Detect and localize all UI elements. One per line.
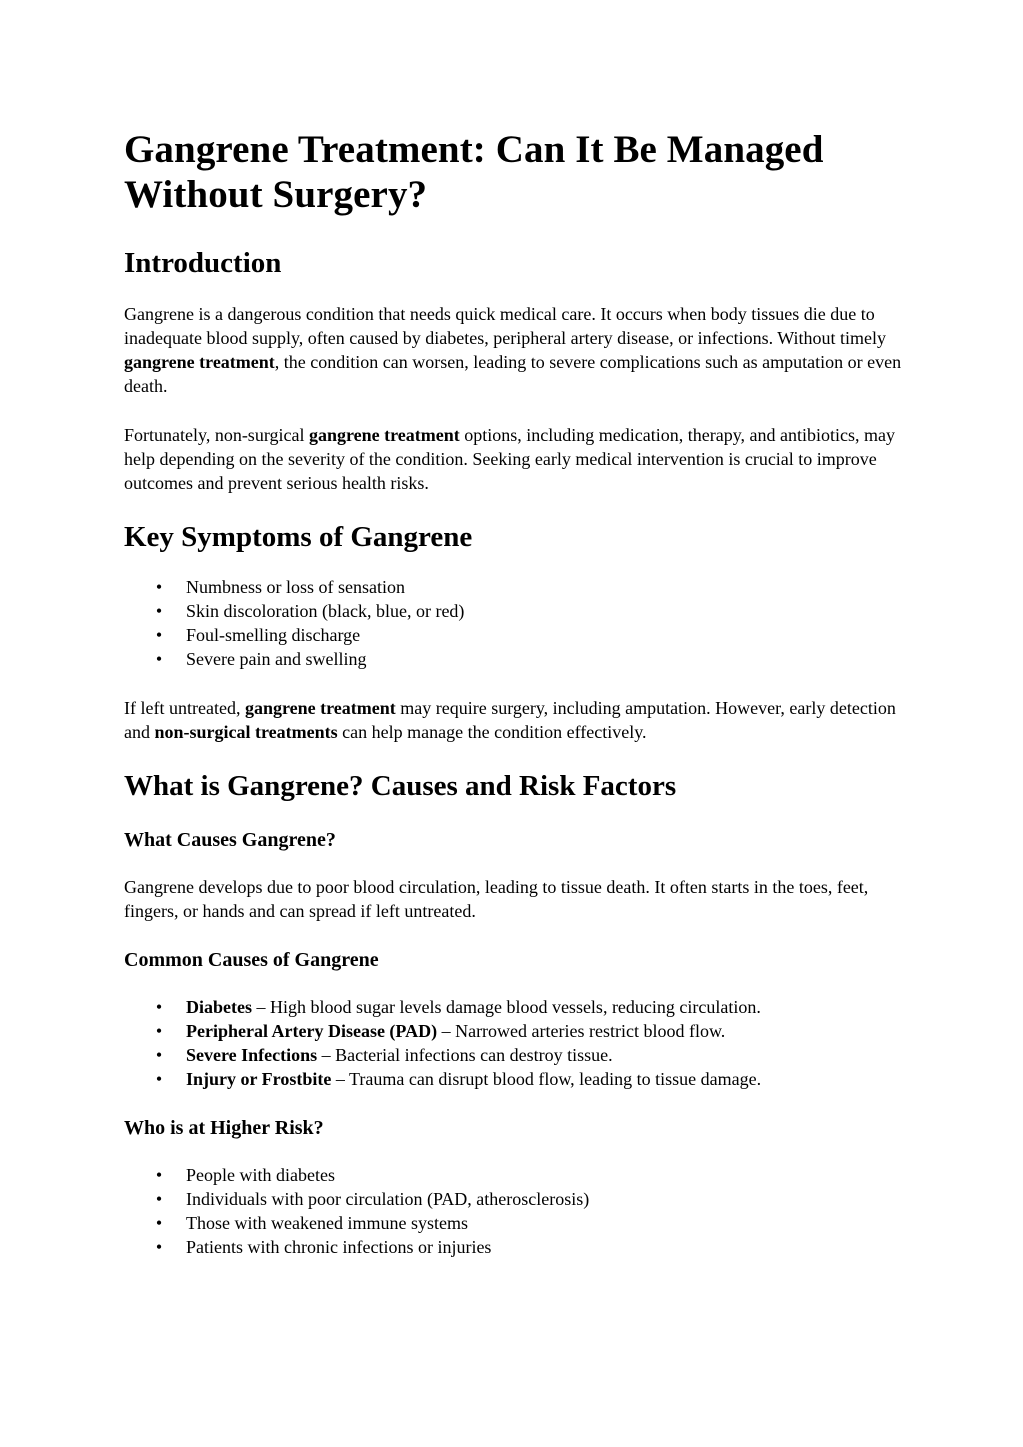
list-item — [124, 599, 904, 623]
what-causes-paragraph: Gangrene develops due to poor blood circulation, leading to tissue death. It often starts in the toes, feet, fingers, or hands and can spread if left untreated. — [124, 877, 869, 921]
cause-description: – Trauma can disrupt blood flow, leading to tissue damage. — [331, 1069, 762, 1089]
bullet-icon: • — [155, 577, 163, 597]
bold-keyword: gangrene treatment — [308, 425, 460, 445]
list-item-text: Patients with chronic infections or injuries — [186, 1237, 492, 1257]
bullet-icon: • — [155, 1045, 163, 1065]
heading-key-symptoms: Key Symptoms of Gangrene — [124, 521, 473, 553]
text-run: If left untreated, — [124, 698, 245, 718]
cause-term: Diabetes — [186, 997, 252, 1017]
cause-description: – Narrowed arteries restrict blood flow. — [437, 1021, 726, 1041]
cause-term: Severe Infections — [186, 1045, 318, 1065]
list-item-text: Severe pain and swelling — [186, 649, 367, 669]
text-run: can help manage the condition effectively. — [337, 722, 647, 742]
heading-introduction: Introduction — [124, 247, 282, 279]
list-item-text: Foul-smelling discharge — [186, 625, 361, 645]
list-item — [124, 1211, 904, 1235]
cause-term: Peripheral Artery Disease (PAD) — [186, 1021, 438, 1041]
bullet-icon: • — [155, 601, 163, 621]
list-item — [124, 995, 904, 1019]
bullet-icon: • — [155, 1213, 163, 1233]
text-run: may require surgery, including amputation. However, early detection and — [124, 698, 896, 742]
intro-paragraph-1 — [124, 302, 904, 398]
list-item — [124, 1043, 904, 1067]
list-item — [124, 623, 904, 647]
list-item — [124, 647, 904, 671]
symptoms-list — [124, 575, 904, 671]
subheading-common-causes: Common Causes of Gangrene — [124, 949, 379, 971]
list-item-text: Individuals with poor circulation (PAD, atherosclerosis) — [186, 1189, 590, 1209]
list-item — [124, 1187, 904, 1211]
subheading-higher-risk: Who is at Higher Risk? — [124, 1117, 324, 1139]
list-item — [124, 1163, 904, 1187]
list-item — [124, 1067, 904, 1091]
list-item-text: Numbness or loss of sensation — [186, 577, 405, 597]
text-run: Fortunately, non-surgical — [124, 425, 309, 445]
list-item — [124, 1235, 904, 1259]
subheading-what-causes: What Causes Gangrene? — [124, 829, 336, 851]
cause-description: – Bacterial infections can destroy tissue. — [317, 1045, 613, 1065]
list-item — [124, 575, 904, 599]
bullet-icon: • — [155, 1165, 163, 1185]
document-body — [124, 127, 904, 1259]
bullet-icon: • — [155, 997, 163, 1017]
bullet-icon: • — [155, 649, 163, 669]
bold-keyword: gangrene treatment — [244, 698, 396, 718]
cause-description: – High blood sugar levels damage blood vessels, reducing circulation. — [252, 997, 761, 1017]
list-item-text: Those with weakened immune systems — [186, 1213, 468, 1233]
list-item — [124, 1019, 904, 1043]
text-run: options, including medication, therapy, and antibiotics, may help depending on the severity of the condition. Seeking early medical intervention is crucial to improve outcomes and prevent serious health risks. — [124, 425, 896, 493]
bullet-icon: • — [155, 1021, 163, 1041]
bullet-icon: • — [155, 625, 163, 645]
page-title: Gangrene Treatment: Can It Be Managed Without Surgery? — [124, 128, 824, 216]
intro-paragraph-2 — [124, 423, 904, 495]
bold-keyword: non-surgical treatments — [154, 722, 338, 742]
bullet-icon: • — [155, 1237, 163, 1257]
list-item-text: Skin discoloration (black, blue, or red) — [186, 601, 465, 621]
text-run: Gangrene is a dangerous condition that needs quick medical care. It occurs when body tissues die due to inadequate blood supply, often caused by diabetes, peripheral artery disease, or infections. Without timely — [124, 304, 887, 348]
list-item-text: People with diabetes — [186, 1165, 335, 1185]
bullet-icon: • — [155, 1189, 163, 1209]
common-causes-list — [124, 995, 904, 1091]
bullet-icon: • — [155, 1069, 163, 1089]
text-run: , the condition can worsen, leading to severe complications such as amputation or even death. — [124, 352, 902, 396]
cause-term: Injury or Frostbite — [186, 1069, 332, 1089]
bold-keyword: gangrene treatment — [124, 352, 275, 372]
heading-causes-risk-factors: What is Gangrene? Causes and Risk Factors — [124, 770, 677, 802]
risk-list — [124, 1163, 904, 1259]
symptoms-note-paragraph — [124, 696, 904, 744]
